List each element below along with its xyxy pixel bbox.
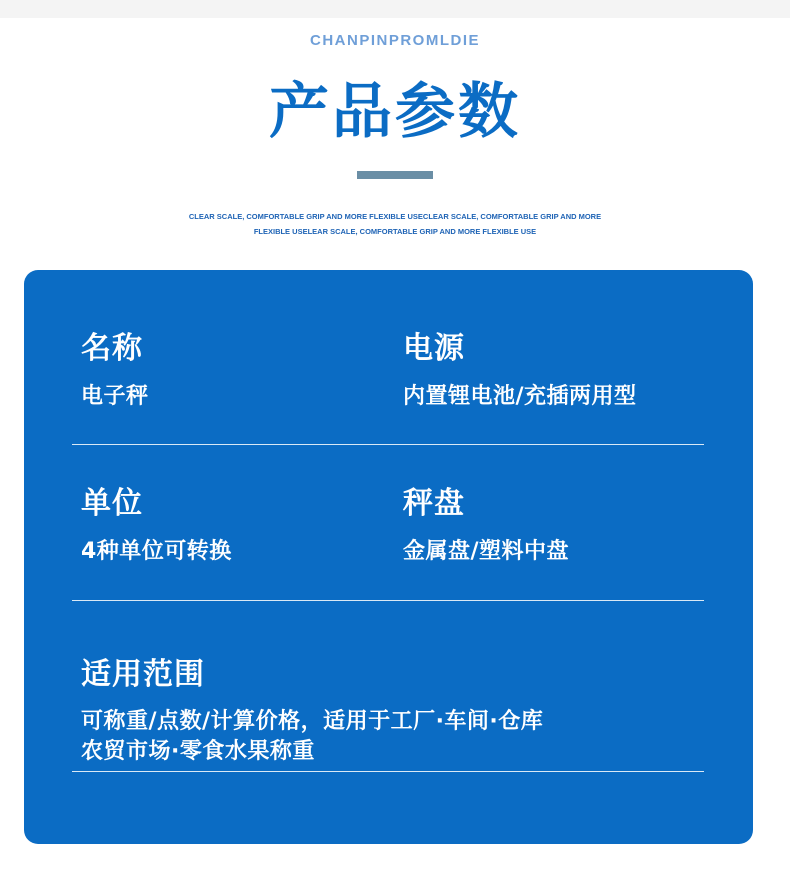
title-underline [357,171,433,179]
divider [72,600,704,601]
spec-usage-value-line2: 农贸市场·零食水果称重 [81,739,315,764]
spec-usage-label: 适用范围 [81,657,205,692]
spec-unit-value: 4种单位可转换 [81,539,232,564]
divider [72,771,704,772]
spec-power-label: 电源 [403,331,465,366]
page-title: 产品参数 [269,77,521,147]
spec-power-value: 内置锂电池/充插两用型 [403,384,637,409]
header-description-line2: FLEXIBLE USELEAR SCALE, COMFORTABLE GRIP AND MORE FLEXIBLE USE [253,227,537,236]
spec-pan-label: 秤盘 [403,486,465,521]
spec-usage-value-line1: 可称重/点数/计算价格，适用于工厂·车间·仓库 [81,709,544,734]
spec-name-value: 电子秤 [81,384,149,409]
spec-card [24,270,753,844]
spec-unit-label: 单位 [81,486,143,521]
divider [72,444,704,445]
top-band [0,0,790,18]
spec-name-label: 名称 [81,331,143,366]
header-description-line1: CLEAR SCALE, COMFORTABLE GRIP AND MORE FLEXIBLE USECLEAR SCALE, COMFORTABLE GRIP AND MORE [188,212,602,221]
spec-pan-value: 金属盘/塑料中盘 [403,539,570,564]
header-subtitle: CHANPINPROMLDIE [309,32,480,49]
